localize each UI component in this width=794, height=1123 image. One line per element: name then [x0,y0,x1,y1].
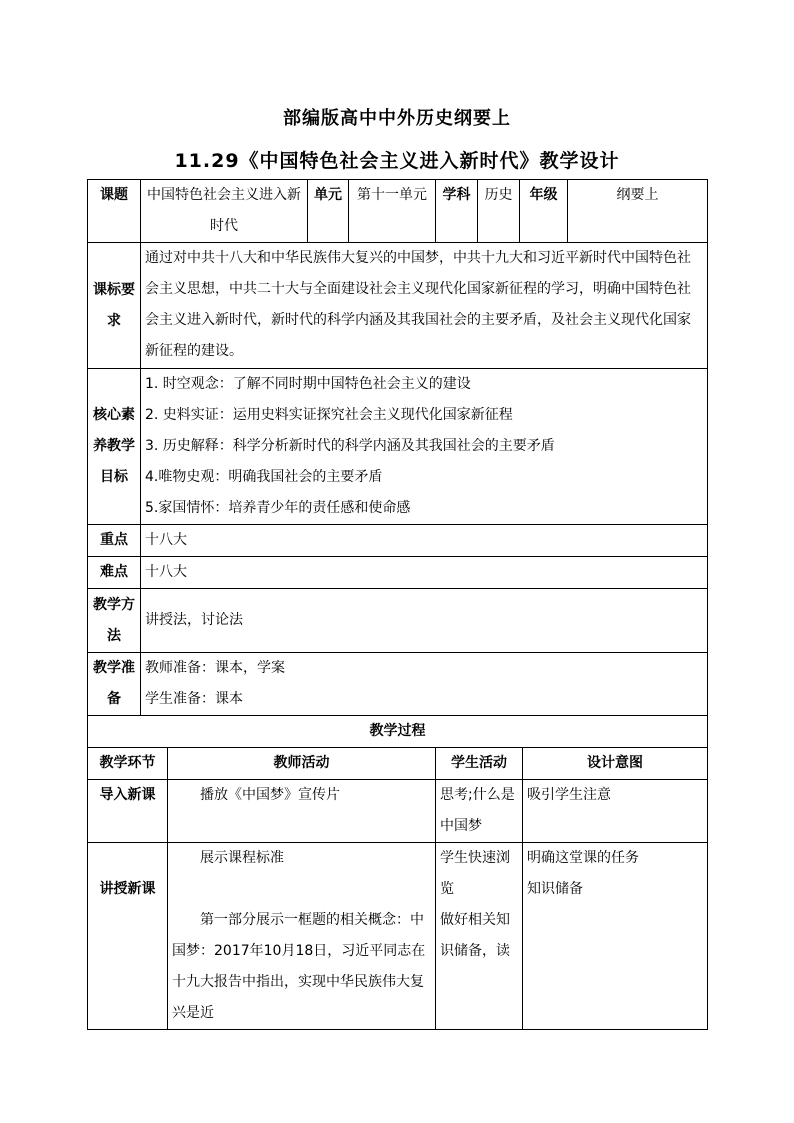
subject-label: 学科 [436,180,478,243]
stage-teaching: 讲授新课 [88,843,168,1030]
goal-item: 3. 历史解释：科学分析新时代的科学内涵及其我国社会的主要矛盾 [145,438,555,454]
method-value: 讲授法，讨论法 [141,589,708,653]
goal-item: 5.家国情怀：培养青少年的责任感和使命感 [145,500,411,516]
prep-content [141,653,708,716]
grade-label: 年级 [520,180,568,243]
process-header-stage: 教学环节 [88,748,168,780]
student-activity [436,843,523,1030]
process-header-student: 学生活动 [436,748,523,780]
process-header-intent: 设计意图 [523,748,708,780]
stage-intro: 导入新课 [88,780,168,843]
goals-label: 核心素养教学目标 [88,369,141,525]
process-title: 教学过程 [88,716,708,748]
grade-value: 纲要上 [568,180,708,243]
process-header-teacher: 教师活动 [168,748,436,780]
goal-item: 2. 史料实证：运用史料实证探究社会主义现代化国家新征程 [145,407,513,423]
key-point-label: 重点 [88,525,141,557]
standard-label: 课标要求 [88,243,141,369]
subject-value: 历史 [478,180,520,243]
method-label: 教学方法 [88,589,141,653]
student-activity: 思考;什么是中国梦 [436,780,523,843]
lesson-title: 11.29《中国特色社会主义进入新时代》教学设计 [174,150,620,172]
design-intent [523,843,708,1030]
design-intent-line: 知识储备 [527,881,583,897]
teacher-prep: 教师准备：课本，学案 [145,660,285,676]
lesson-plan-table [87,179,708,1030]
student-activity-line: 学生快速浏览 [440,850,510,897]
student-activity-line: 做好相关知识储备，读 [440,912,510,959]
goal-item: 1. 时空观念：了解不同时期中国特色社会主义的建设 [145,376,471,392]
goals-list [141,369,708,525]
teacher-activity: 播放《中国梦》宣传片 [168,780,436,843]
teacher-activity-line: 第一部分展示一框题的相关概念：中国梦：2017年10月18日，习近平同志在十九大报告中指出，实现中华民族伟大复兴是近 [172,912,426,1021]
teacher-activity [168,843,436,1030]
goal-item: 4.唯物史观：明确我国社会的主要矛盾 [145,469,383,485]
design-intent-line: 明确这堂课的任务 [527,850,639,866]
topic-label: 课题 [88,180,141,243]
design-intent: 吸引学生注意 [523,780,708,843]
blank-line [172,874,431,905]
unit-value: 第十一单元 [349,180,436,243]
prep-label: 教学准备 [88,653,141,716]
difficulty-label: 难点 [88,557,141,589]
topic-value: 中国特色社会主义进入新时代 [141,180,308,243]
difficulty-value: 十八大 [141,557,708,589]
key-point-value: 十八大 [141,525,708,557]
unit-label: 单元 [308,180,349,243]
document-title: 部编版高中中外历史纲要上 [283,108,511,129]
standard-text: 通过对中共十八大和中华民族伟大复兴的中国梦，中共十九大和习近平新时代中国特色社会主义思想，中共二十大与全面建设社会主义现代化国家新征程的学习，明确中国特色社会主义进入新时代，新时代的科学内涵及其我国社会的主要矛盾，及社会主义现代化国家新征程的建设。 [141,243,708,369]
student-prep: 学生准备：课本 [145,691,243,707]
teacher-activity-line: 展示课程标准 [200,850,284,866]
